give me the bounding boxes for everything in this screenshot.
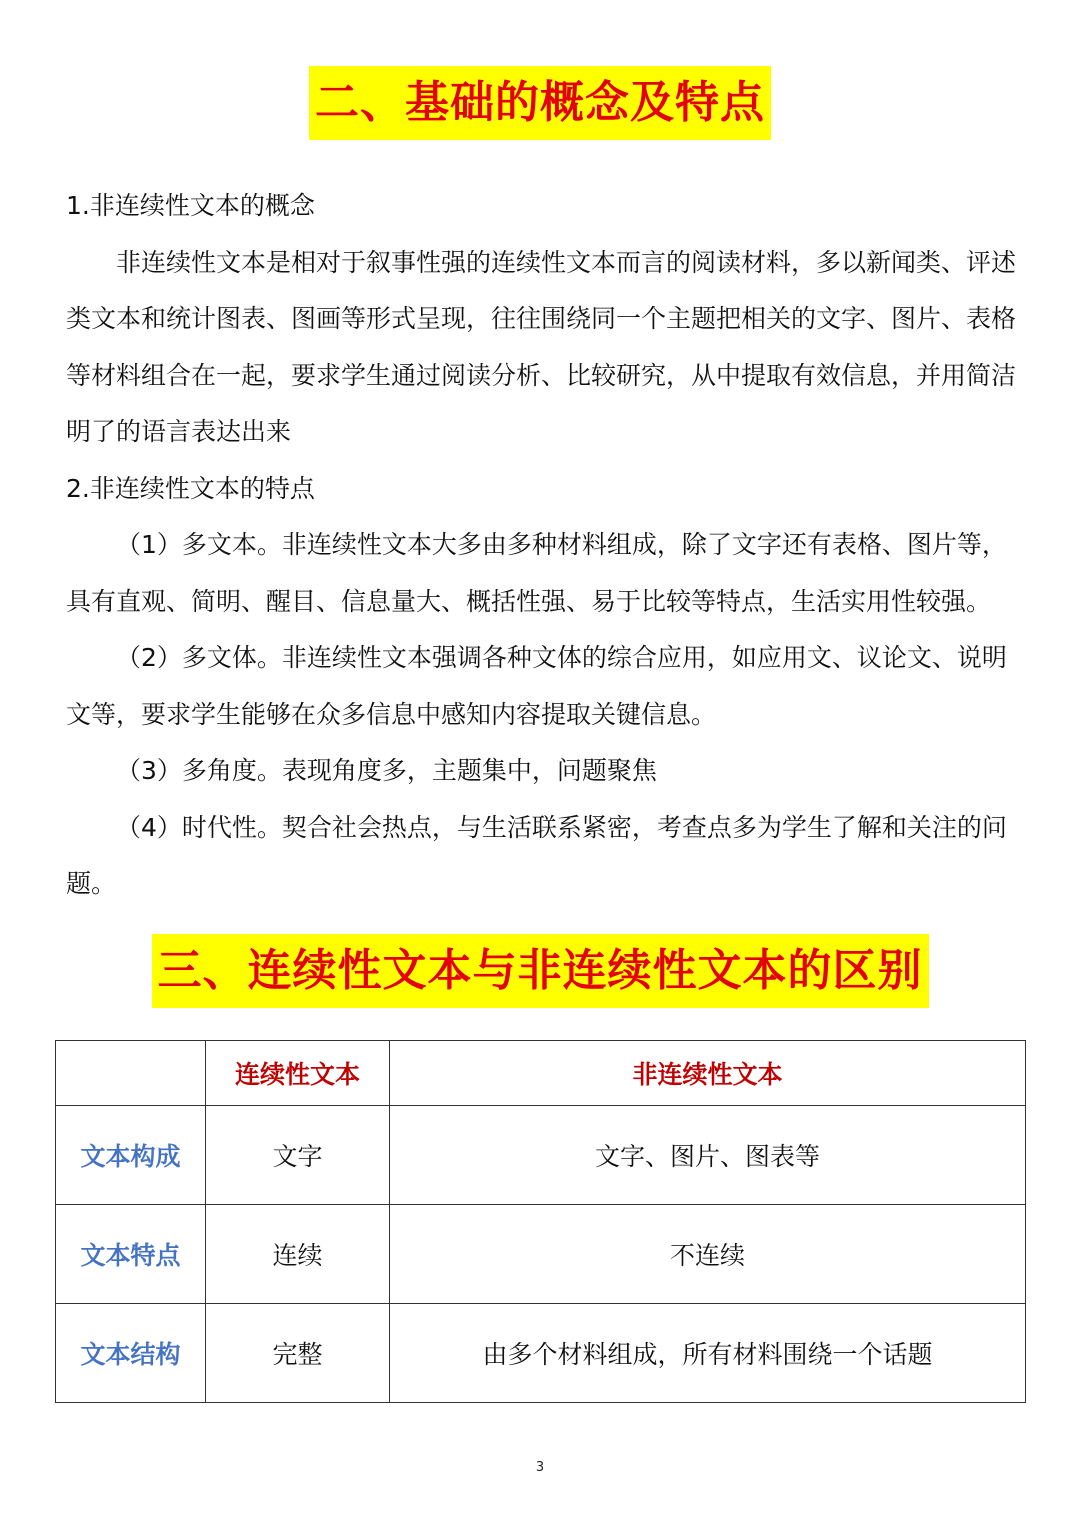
feature-item-1: （1）多文本。非连续性文本大多由多种材料组成，除了文字还有表格、图片等，具有直观、简明、醒目、信息量大、概括性强、易于比较等特点，生活实用性较强。 (66, 530, 1007, 616)
section-heading-difference-text: 三、连续性文本与非连续性文本的区别 (152, 934, 929, 1008)
cell-non-continuous-structure: 由多个材料组成，所有材料围绕一个话题 (390, 1304, 1026, 1403)
section-basics-body (66, 178, 1024, 913)
section-heading-basics (0, 66, 1080, 140)
section-heading-basics-text: 二、基础的概念及特点 (309, 66, 771, 140)
concept-paragraph: 非连续性文本是相对于叙事性强的连续性文本而言的阅读材料，多以新闻类、评述类文本和统计图表、图画等形式呈现，往往围绕同一个主题把相关的文字、图片、表格等材料组合在一起，要求学生通过阅读分析、比较研究，从中提取有效信息，并用简洁明了的语言表达出来 (66, 247, 1017, 446)
row-label-structure: 文本结构 (56, 1304, 206, 1403)
table-header-non-continuous: 非连续性文本 (390, 1041, 1026, 1106)
table-row (56, 1205, 1026, 1304)
row-label-composition: 文本构成 (56, 1106, 206, 1205)
table-header-continuous: 连续性文本 (206, 1041, 390, 1106)
table-header-empty (56, 1041, 206, 1106)
cell-continuous-structure: 完整 (206, 1304, 390, 1403)
row-label-characteristics: 文本特点 (56, 1205, 206, 1304)
feature-item-3: （3）多角度。表现角度多，主题集中，问题聚焦 (116, 756, 657, 785)
cell-continuous-characteristics: 连续 (206, 1205, 390, 1304)
feature-item-2: （2）多文体。非连续性文本强调各种文体的综合应用，如应用文、议论文、说明文等，要求学生能够在众多信息中感知内容提取关键信息。 (66, 643, 1007, 729)
cell-non-continuous-characteristics: 不连续 (390, 1205, 1026, 1304)
comparison-table (55, 1040, 1026, 1403)
table-row (56, 1304, 1026, 1403)
features-title: 2.非连续性文本的特点 (66, 473, 315, 503)
cell-non-continuous-composition: 文字、图片、图表等 (390, 1106, 1026, 1205)
concept-title: 1.非连续性文本的概念 (66, 191, 315, 220)
cell-continuous-composition: 文字 (206, 1106, 390, 1205)
table-row (56, 1106, 1026, 1205)
feature-item-4: （4）时代性。契合社会热点，与生活联系紧密，考查点多为学生了解和关注的问题。 (66, 812, 1007, 898)
table-header-row (56, 1041, 1026, 1106)
section-heading-difference (0, 934, 1080, 1008)
page-number: 3 (535, 1460, 545, 1475)
